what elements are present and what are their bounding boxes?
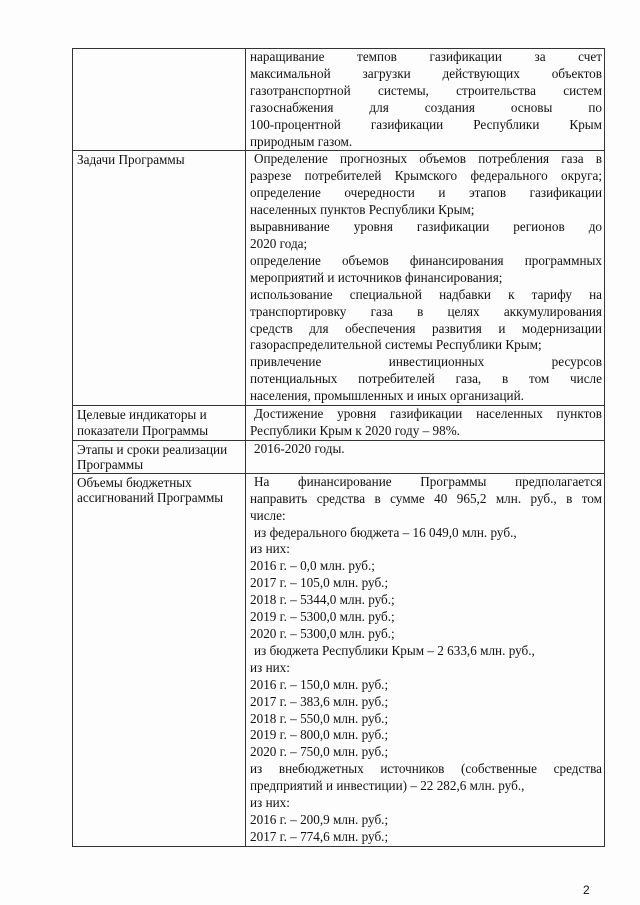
content-line: потенциальных потребителей газа, в том числе	[250, 371, 602, 387]
content-line: из внебюджетных источников (собственные средства	[250, 761, 602, 777]
program-passport-table	[72, 48, 605, 847]
content-line: газоснабжения для создания основы по	[250, 99, 602, 115]
content-line: природным газом.	[250, 133, 353, 149]
content-line: 2016 г. – 0,0 млн. руб.;	[250, 558, 375, 574]
content-line: газотранспортной системы, строительства систем	[250, 82, 602, 98]
content-line: средств для обеспечения развития и модернизации	[250, 320, 602, 336]
content-line: из них:	[250, 659, 290, 675]
content-line: 2019 г. – 800,0 млн. руб.;	[250, 727, 389, 743]
content-line: 2016 г. – 200,9 млн. руб.;	[250, 811, 389, 827]
table-row	[73, 151, 605, 406]
table-row	[73, 473, 605, 846]
content-line: 2016 г. – 150,0 млн. руб.;	[250, 676, 389, 692]
row-label-cell	[73, 49, 246, 151]
row-content-cell	[246, 406, 605, 441]
row-label: Задачи Программы	[77, 152, 185, 168]
content-line: из них:	[250, 795, 290, 811]
row-label: Целевые индикаторы и показатели Программы	[77, 407, 209, 438]
row-content-cell	[246, 440, 605, 473]
content-line: Республики Крым к 2020 году – 98%.	[250, 422, 460, 438]
content-line: из них:	[250, 541, 290, 557]
content-line: определение очередности и этапов газификации	[250, 185, 602, 201]
content-line: из бюджета Республики Крым – 2 633,6 млн. руб.,	[254, 642, 535, 658]
row-label-cell	[73, 406, 246, 441]
content-line: определение объемов финансирования программных	[250, 252, 602, 268]
content-line: населенных пунктов Республики Крым;	[250, 202, 475, 218]
content-line: 2018 г. – 550,0 млн. руб.;	[250, 710, 389, 726]
content-line: максимальной загрузки действующих объектов	[250, 65, 602, 81]
content-line: выравнивание уровня газификации регионов до	[250, 219, 602, 235]
content-line: 2019 г. – 5300,0 млн. руб.;	[250, 609, 395, 625]
row-label-cell	[73, 440, 246, 473]
content-line: привлечение инвестиционных ресурсов	[250, 354, 602, 370]
content-line: направить средства в сумме 40 965,2 млн. руб., в том	[250, 490, 602, 506]
content-line: 2017 г. – 383,6 млн. руб.;	[250, 693, 389, 709]
row-label: Объемы бюджетных ассигнований Программы	[77, 474, 224, 506]
table-row	[73, 440, 605, 473]
content-line: населения, промышленных и иных организаций.	[250, 388, 524, 404]
row-content-cell	[246, 473, 605, 846]
content-line: 2017 г. – 105,0 млн. руб.;	[250, 575, 389, 591]
content-line: мероприятий и источников финансирования;	[250, 269, 503, 285]
row-label-cell	[73, 473, 246, 846]
content-line: На финансирование Программы предполагается	[254, 473, 602, 489]
content-line: из федерального бюджета – 16 049,0 млн. руб.,	[254, 524, 517, 540]
content-line: 2020 года;	[250, 235, 308, 251]
content-line: газораспределительной системы Республики Крым;	[250, 337, 542, 353]
content-line: наращивание темпов газификации за счет	[250, 49, 602, 64]
row-content-cell	[246, 151, 605, 406]
content-line: разрезе потребителей Крымского федерального округа;	[250, 168, 602, 184]
content-line: Определение прогнозных объемов потребления газа в	[254, 151, 602, 167]
content-line: Достижение уровня газификации населенных пунктов	[254, 406, 602, 422]
content-line: 2018 г. – 5344,0 млн. руб.;	[250, 592, 395, 608]
content-line: 2020 г. – 5300,0 млн. руб.;	[250, 626, 395, 641]
row-label: Этапы и сроки реализации Программы	[77, 441, 228, 473]
content-line: предприятий и инвестиции) – 22 282,6 млн. руб.,	[250, 778, 525, 794]
page-number: 2	[583, 883, 590, 897]
content-line: 2016-2020 годы.	[254, 440, 345, 456]
content-line: использование специальной надбавки к тарифу на	[250, 286, 602, 302]
content-line: 2020 г. – 750,0 млн. руб.;	[250, 744, 389, 760]
row-label	[73, 49, 245, 50]
row-label-cell	[73, 151, 246, 406]
content-line: транспортировку газа в целях аккумулирования	[250, 303, 602, 319]
content-line: 2017 г. – 774,6 млн. руб.;	[250, 828, 389, 844]
table-row	[73, 49, 605, 151]
content-line: 100-процентной газификации Республики Крым	[250, 116, 602, 132]
row-content-cell	[246, 49, 605, 151]
content-line: числе:	[250, 507, 286, 523]
table-row	[73, 406, 605, 441]
